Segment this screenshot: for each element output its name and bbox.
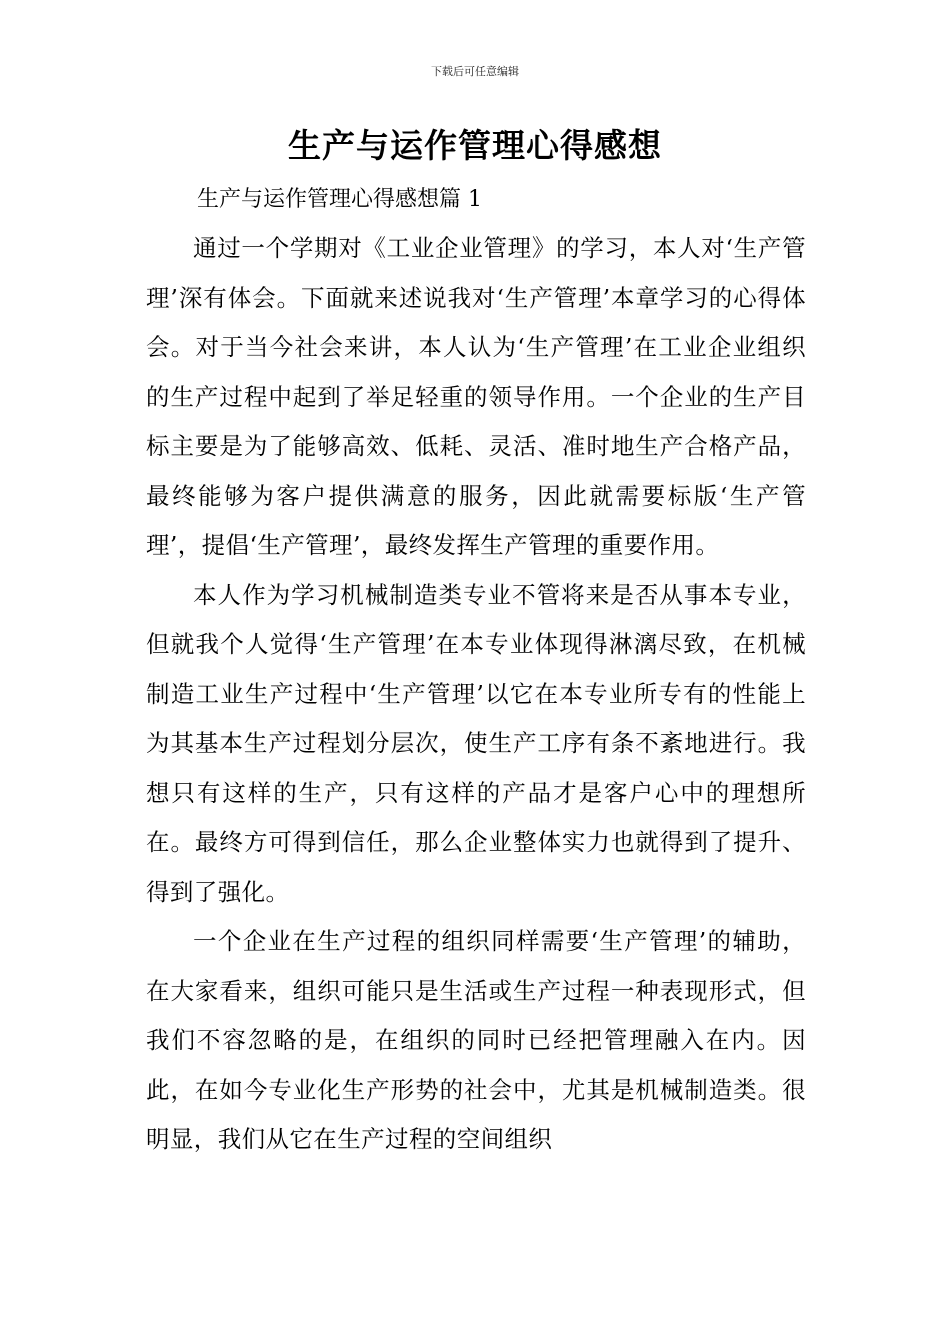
body-paragraph: 本人作为学习机械制造类专业不管将来是否从事本专业，但就我个人觉得‘生产管理’在本专业体现得淋漓尽致，在机械制造工业生产过程中‘生产管理’以它在本专业所专有的性能上为其基本生产过程划分层次，使生产工序有条不紊地进行。我想只有这样的生产，只有这样的产品才是客户心中的理想所在。最终方可得到信任，那么企业整体实力也就得到了提升、得到了强化。 <box>146 580 806 906</box>
document-title: 生产与运作管理心得感想 <box>288 126 662 165</box>
document-body <box>146 224 806 1165</box>
body-paragraph: 一个企业在生产过程的组织同样需要‘生产管理’的辅助，在大家看来，组织可能只是生活或生产过程一种表现形式，但我们不容忽略的是，在组织的同时已经把管理融入在内。因此，在如今专业化生产形势的社会中，尤其是机械制造类。很明显，我们从它在生产过程的空间组织 <box>146 927 806 1153</box>
body-paragraph: 通过一个学期对《工业企业管理》的学习，本人对‘生产管理’深有体会。下面就来述说我对‘生产管理’本章学习的心得体会。对于当今社会来讲，本人认为‘生产管理’在工业企业组织的生产过程中起到了举足轻重的领导作用。一个企业的生产目标主要是为了能够高效、低耗、灵活、准时地生产合格产品，最终能够为客户提供满意的服务，因此就需要标版‘生产管理’，提倡‘生产管理’，最终发挥生产管理的重要作用。 <box>146 234 806 559</box>
header-note: 下载后可任意编辑 <box>431 65 519 78</box>
document-subtitle: 生产与运作管理心得感想篇 1 <box>197 187 482 212</box>
